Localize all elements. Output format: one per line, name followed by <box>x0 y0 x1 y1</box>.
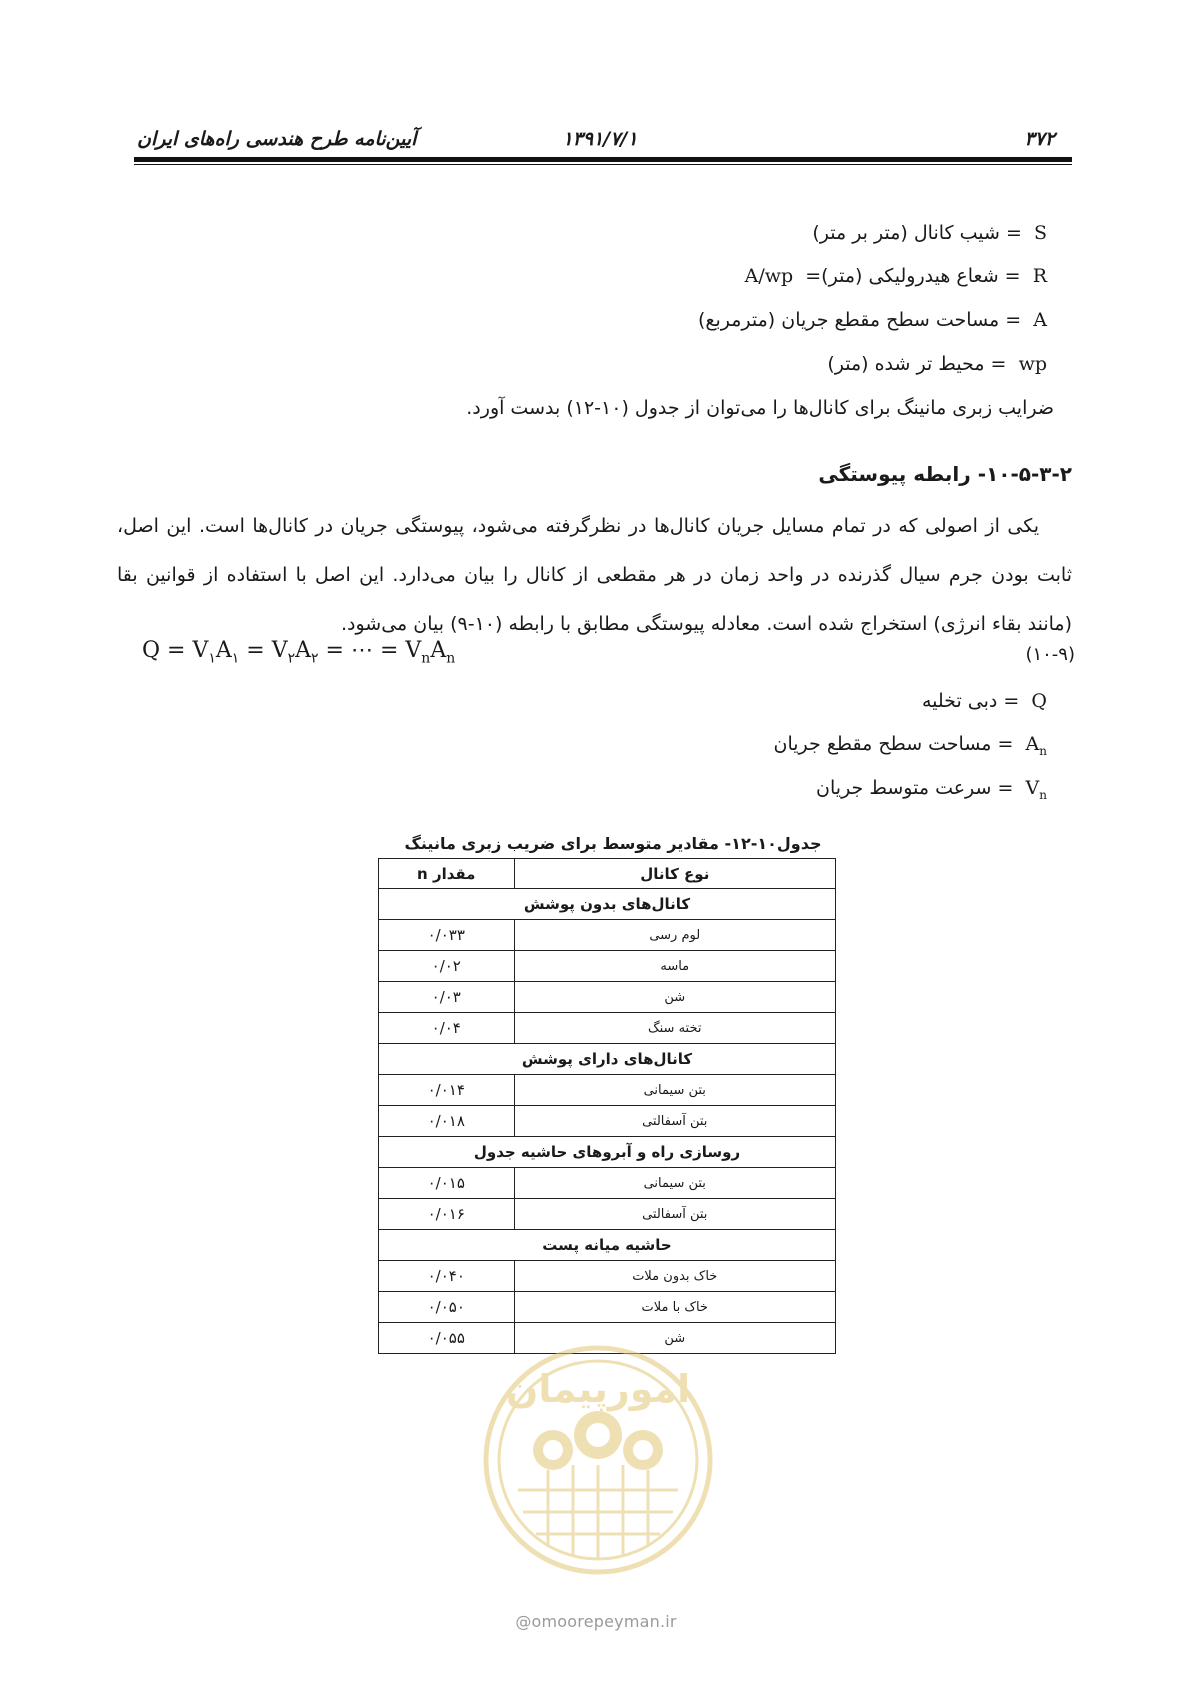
symbol-vn-sub: n <box>1039 787 1047 802</box>
book-title: آیین‌نامه طرح هندسی راه‌های ایران <box>137 128 417 150</box>
cell-kind: خاک با ملات <box>514 1292 835 1323</box>
def-velocity-text: = سرعت متوسط جریان <box>816 777 1014 799</box>
def-discharge-text: = دبی تخلیه <box>921 690 1020 712</box>
symbol-an-sub: n <box>1039 743 1047 758</box>
cell-kind: تخته سنگ <box>514 1013 835 1044</box>
eq-part: Q = V <box>142 638 209 663</box>
table-row <box>379 1292 836 1323</box>
table-row <box>379 982 836 1013</box>
table-row <box>379 920 836 951</box>
cell-kind: ماسه <box>514 951 835 982</box>
eq-sub: n <box>446 650 456 667</box>
table-row <box>379 1168 836 1199</box>
header-rule-thin <box>134 164 1072 165</box>
cell-value: ۰/۰۲ <box>379 951 515 982</box>
cell-kind: بتن سیمانی <box>514 1075 835 1106</box>
section-number: ۱۰-۵-۳-۲- <box>977 462 1072 486</box>
col-header-kind: نوع کانال <box>514 859 835 889</box>
symbol-wp: wp <box>1018 353 1047 375</box>
eq-part: A <box>430 638 447 663</box>
def-hydraulic-radius <box>745 263 1047 289</box>
cell-kind: لوم رسی <box>514 920 835 951</box>
def-wetted-perimeter <box>827 351 1047 377</box>
manning-table <box>378 858 836 1354</box>
symbol-r: R <box>1032 265 1047 287</box>
def-discharge <box>922 688 1047 714</box>
symbol-an <box>1025 733 1047 758</box>
table-group-title: کانال‌های بدون پوشش <box>379 889 836 920</box>
eq-part: = V <box>239 638 288 663</box>
table-group-row <box>379 889 836 920</box>
symbol-s: S <box>1033 222 1047 244</box>
watermark-logo-text: امورپیمان <box>505 1367 691 1411</box>
table-group-row <box>379 1044 836 1075</box>
manning-note: ضرایب زبری مانینگ برای کانال‌ها را می‌توان از جدول (۱۰-۱۲) بدست آورد. <box>466 397 1054 419</box>
cell-value: ۰/۰۳ <box>379 982 515 1013</box>
cell-value: ۰/۰۳۳ <box>379 920 515 951</box>
symbol-an-base: A <box>1025 733 1040 755</box>
symbol-a: A <box>1033 309 1047 331</box>
symbol-a-wp: A/wp <box>744 265 794 287</box>
cell-value: ۰/۰۴۰ <box>379 1261 515 1292</box>
table-caption: جدول۱۰-۱۲- مقادیر متوسط برای ضریب زبری مانینگ <box>404 834 822 853</box>
eq-part: = ⋯ = V <box>318 638 422 663</box>
eq-sub: ۲ <box>287 650 296 667</box>
equation-number: (۱۰-۹) <box>1025 644 1075 665</box>
table-row <box>379 1261 836 1292</box>
eq-part: A <box>295 638 312 663</box>
cell-value: ۰/۰۱۵ <box>379 1168 515 1199</box>
eq-sub: ۱ <box>208 650 216 667</box>
table-header-row <box>379 859 836 889</box>
def-area <box>698 307 1047 333</box>
table-group-row <box>379 1230 836 1261</box>
cell-kind: خاک بدون ملات <box>514 1261 835 1292</box>
def-area-n-text: = مساحت سطح مقطع جریان <box>773 733 1014 755</box>
def-slope <box>812 220 1047 246</box>
header-rule <box>134 157 1072 162</box>
table-row <box>379 951 836 982</box>
table-row <box>379 1199 836 1230</box>
cell-value: ۰/۰۱۶ <box>379 1199 515 1230</box>
table-group-title: کانال‌های دارای پوشش <box>379 1044 836 1075</box>
table-row <box>379 1075 836 1106</box>
table-body <box>379 889 836 1354</box>
cell-kind: شن <box>514 982 835 1013</box>
section-heading <box>818 462 1072 486</box>
header-date: ۱۳۹۱/۷/۱ <box>562 128 638 150</box>
continuity-paragraph: یکی از اصولی که در تمام مسایل جریان کانال‌ها در نظرگرفته می‌شود، پیوستگی جریان در کانال‌ها است. این اصل، ثابت بودن جرم سیال گذرنده در واحد زمان در هر مقطعی از کانال را بیان می‌دارد. این اصل با استفاده از قوانین بقا (مانند بقاء انرژی) استخراج شده است. معادله پیوستگی مطابق با رابطه (۱۰-۹) بیان می‌شود. <box>117 515 1072 635</box>
cell-value: ۰/۰۴ <box>379 1013 515 1044</box>
cell-value: ۰/۰۱۴ <box>379 1075 515 1106</box>
table-group-row <box>379 1137 836 1168</box>
table-row <box>379 1013 836 1044</box>
eq-sub: ۱ <box>231 650 240 667</box>
def-velocity <box>816 775 1047 808</box>
table-row <box>379 1106 836 1137</box>
def-hydraulic-radius-text: = شعاع هیدرولیکی (متر)= <box>805 265 1021 287</box>
cell-value: ۰/۰۱۸ <box>379 1106 515 1137</box>
cell-kind: بتن آسفالتی <box>514 1199 835 1230</box>
cell-kind: شن <box>514 1323 835 1354</box>
watermark-site: @omoorepeyman.ir <box>515 1612 677 1631</box>
section-title: رابطه پیوستگی <box>818 462 971 486</box>
def-area-n <box>774 731 1047 764</box>
symbol-vn-base: V <box>1025 777 1040 799</box>
col-header-value: مقدار n <box>379 859 515 889</box>
def-wetted-perimeter-text: = محیط تر شده (متر) <box>827 353 1007 375</box>
def-area-text: = مساحت سطح مقطع جریان (مترمربع) <box>697 309 1022 331</box>
page-number: ۳۷۲ <box>1024 128 1055 150</box>
eq-sub: ۲ <box>311 650 319 667</box>
table-group-title: روسازی راه و آبروهای حاشیه جدول <box>379 1137 836 1168</box>
cell-value: ۰/۰۵۰ <box>379 1292 515 1323</box>
eq-part: A <box>215 638 232 663</box>
continuity-equation <box>142 638 455 666</box>
def-slope-text: = شیب کانال (متر بر متر) <box>812 222 1022 244</box>
cell-kind: بتن آسفالتی <box>514 1106 835 1137</box>
eq-sub: n <box>421 650 431 667</box>
watermark-logo <box>478 1340 718 1580</box>
symbol-vn <box>1025 777 1047 802</box>
symbol-q: Q <box>1031 690 1047 712</box>
cell-value: ۰/۰۵۵ <box>379 1323 515 1354</box>
table-group-title: حاشیه میانه پست <box>379 1230 836 1261</box>
cell-kind: بتن سیمانی <box>514 1168 835 1199</box>
